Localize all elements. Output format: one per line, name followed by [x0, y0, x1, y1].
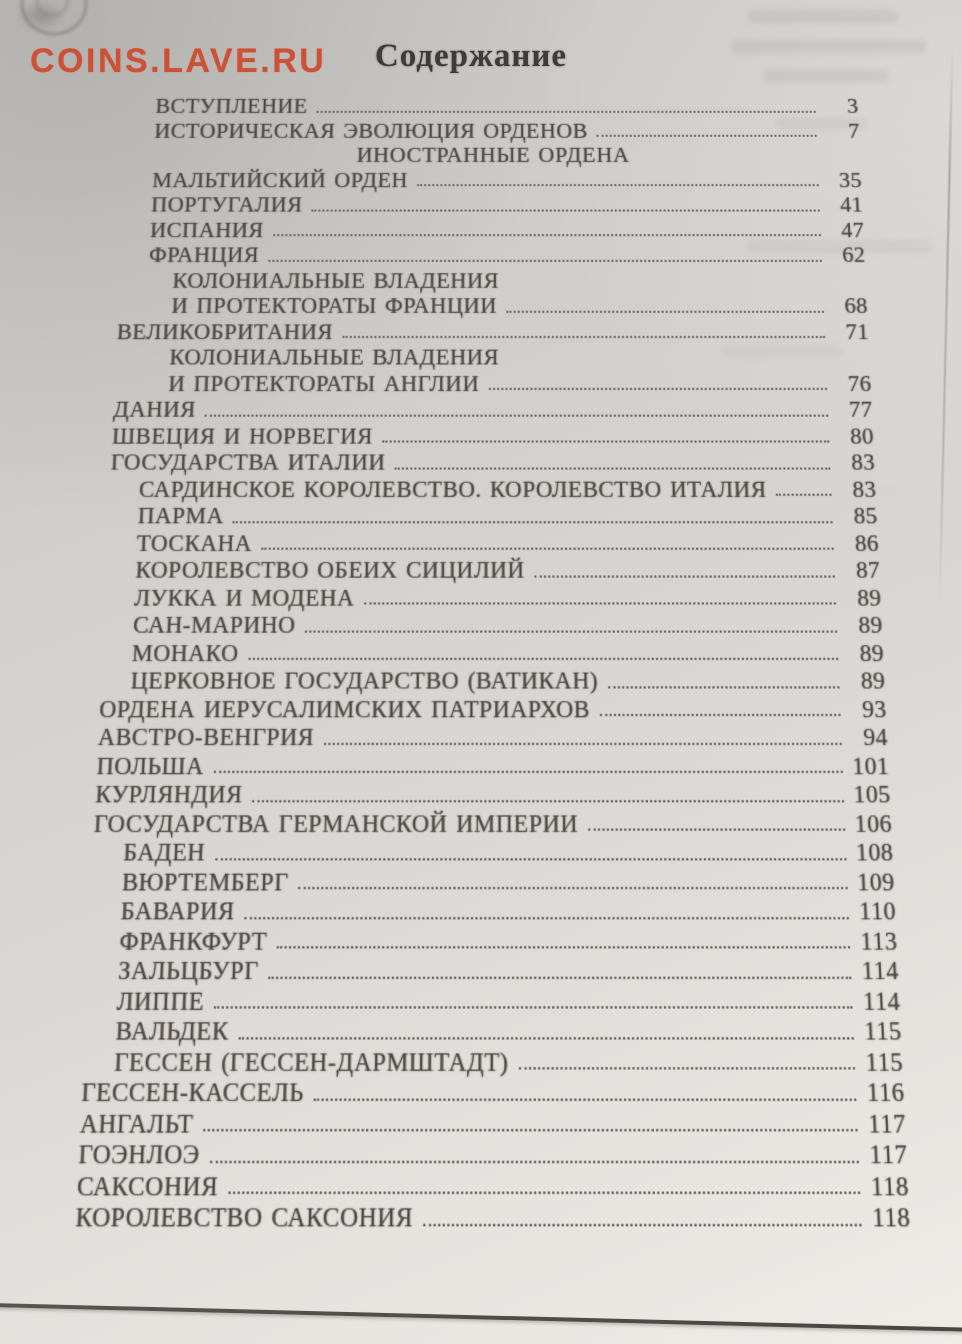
- toc-entry: [101, 639, 884, 667]
- toc-entry-line: [76, 1170, 909, 1202]
- toc-entry: [84, 1016, 903, 1046]
- page-number: 118: [871, 1200, 912, 1233]
- toc-entry: [116, 319, 869, 345]
- page-number: 89: [858, 637, 885, 667]
- toc-entry-label: ГОСУДАРСТВА ИТАЛИИ: [110, 447, 386, 476]
- toc-entry-label: АНГАЛЬТ: [79, 1106, 194, 1139]
- page-number: 108: [855, 836, 895, 867]
- page-number: 76: [847, 369, 873, 396]
- toc-entry-label: САКСОНИЯ: [76, 1169, 219, 1202]
- toc-entry-line: [75, 1202, 911, 1234]
- toc-entry: [113, 396, 874, 422]
- toc-entry-line: [130, 667, 886, 695]
- toc-entry-label: ВСТУПЛЕНИЕ: [154, 93, 308, 118]
- toc-entry-line: [171, 293, 868, 319]
- page-number: 89: [860, 665, 886, 695]
- toc-entry: [89, 896, 897, 926]
- page-number: 86: [854, 528, 880, 556]
- dot-leader: [311, 209, 819, 211]
- toc-entry: [105, 557, 881, 584]
- toc-entry: [97, 723, 888, 751]
- bleed-through-artifact: [748, 10, 898, 23]
- toc-entry: [79, 1108, 906, 1139]
- dot-leader: [261, 548, 833, 550]
- toc-entry-line: [97, 723, 888, 751]
- dot-leader: [342, 336, 825, 338]
- dot-leader: [324, 742, 842, 744]
- toc-entry-label: ГОЭНЛОЭ: [77, 1137, 201, 1170]
- table-of-contents: [75, 94, 911, 1234]
- toc-entry: [96, 751, 890, 780]
- section-heading: ИНОСТРАННЫЕ ОРДЕНА: [356, 141, 630, 167]
- toc-entry-label: ФРАНЦИЯ: [148, 241, 260, 268]
- page-number: 115: [864, 1045, 904, 1077]
- dot-leader: [277, 946, 850, 948]
- toc-entry-label: КОЛОНИАЛЬНЫЕ ВЛАДЕНИЯ: [168, 343, 500, 370]
- toc-entry-line: [113, 396, 874, 422]
- toc-entry-label: ЛИППЕ: [116, 984, 205, 1016]
- toc-entry: [122, 192, 863, 217]
- toc-entry-line: [168, 370, 872, 396]
- dot-leader: [314, 1098, 857, 1101]
- toc-entry: [104, 584, 882, 611]
- toc-entry-line: [99, 695, 888, 723]
- page-number: 47: [840, 216, 865, 242]
- toc-entry-label: ГОСУДАРСТВА ГЕРМАНСКОЙ ИМПЕРИИ: [93, 807, 579, 838]
- toc-entry: [127, 94, 859, 118]
- toc-entry-line: [93, 809, 892, 838]
- toc-entry-label: ЗАЛЬЦБУРГ: [117, 954, 260, 986]
- toc-entry: [118, 268, 869, 319]
- page-number: 118: [870, 1169, 910, 1202]
- page-number: 89: [857, 610, 884, 639]
- page-number: 117: [867, 1106, 907, 1139]
- page-number: 94: [862, 721, 889, 751]
- toc-entry: [123, 167, 862, 192]
- toc-entry: [109, 476, 877, 503]
- dot-leader: [382, 440, 829, 442]
- dot-leader: [252, 799, 844, 801]
- dot-leader: [316, 110, 815, 112]
- dot-leader: [269, 976, 852, 978]
- dot-leader: [364, 602, 836, 604]
- toc-entry-line: [131, 639, 884, 667]
- toc-entry-label-continuation: И ПРОТЕКТОРАТЫ АНГЛИИ: [167, 369, 480, 396]
- toc-entry-line: [149, 242, 867, 267]
- toc-entry: [120, 242, 866, 267]
- toc-entry: [81, 1077, 906, 1108]
- dot-leader: [213, 771, 843, 773]
- toc-entry-line: [79, 1108, 906, 1139]
- toc-entry-line: [121, 867, 895, 896]
- toc-entry-label: ДАНИЯ: [112, 395, 197, 423]
- dot-leader: [489, 388, 828, 390]
- dot-leader: [203, 1129, 857, 1132]
- page-title: Содержание: [374, 38, 568, 74]
- toc-entry-line: [115, 1016, 902, 1046]
- toc-entry-line: [81, 1077, 906, 1108]
- toc-entry-line: [114, 1046, 904, 1077]
- toc-entry-line: [136, 529, 879, 556]
- toc-entry-label: ЛУККА И МОДЕНА: [133, 582, 355, 611]
- toc-entry-line: [95, 780, 892, 809]
- toc-entry: [75, 1202, 911, 1234]
- page-number: 83: [851, 474, 878, 502]
- toc-entry-label: ШВЕЦИЯ И НОРВЕГИЯ: [111, 421, 374, 449]
- page-number: 83: [850, 447, 876, 476]
- toc-entry-label: АВСТРО-ВЕНГРИЯ: [97, 721, 315, 751]
- page-number: 114: [861, 954, 900, 986]
- page-number: 114: [862, 984, 901, 1016]
- toc-entry-line: [116, 986, 901, 1016]
- toc-entry-line: [155, 94, 859, 118]
- toc-entry-line: [137, 502, 878, 529]
- page-number: 106: [853, 807, 893, 838]
- toc-entry-label: ЦЕРКОВНОЕ ГОСУДАРСТВО (ВАТИКАН): [130, 665, 599, 695]
- toc-entry: [110, 449, 876, 476]
- page-number: 7: [847, 117, 861, 143]
- toc-entry-line: [116, 319, 869, 345]
- toc-entry-line: [151, 192, 864, 217]
- page-number: 3: [846, 93, 860, 118]
- toc-entry: [82, 1046, 904, 1077]
- page-number: 105: [852, 778, 892, 809]
- dot-leader: [239, 1037, 854, 1039]
- toc-entry-label: ГЕССЕН-КАССЕЛЬ: [80, 1075, 305, 1108]
- dot-leader: [506, 310, 824, 312]
- dot-leader: [608, 686, 840, 688]
- dot-leader: [244, 916, 849, 918]
- toc-entry-label: ПОРТУГАЛИЯ: [150, 191, 303, 217]
- toc-entry-label: МОНАКО: [131, 637, 240, 667]
- toc-entry: [85, 986, 901, 1016]
- toc-entry-label: БАВАРИЯ: [120, 895, 236, 926]
- toc-entry-line: [118, 956, 900, 986]
- lens-reflection-artifact: [20, 0, 88, 36]
- toc-entry: [100, 667, 886, 695]
- toc-entry-line: [110, 449, 876, 476]
- toc-entry-label: ВАЛЬДЕК: [115, 1014, 230, 1046]
- toc-entry-label: ВЕЛИКОБРИТАНИЯ: [116, 317, 334, 344]
- toc-entry-label: БАДЕН: [122, 836, 206, 867]
- toc-entry-line: [111, 423, 874, 449]
- dot-leader: [298, 887, 847, 889]
- dot-leader: [519, 1067, 856, 1070]
- toc-entry: [108, 502, 879, 529]
- page-number: 115: [863, 1014, 903, 1046]
- dot-leader: [597, 135, 817, 137]
- toc-entry: [114, 344, 872, 396]
- page-number: 80: [849, 421, 875, 449]
- toc-entry-label-continuation: И ПРОТЕКТОРАТЫ ФРАНЦИИ: [171, 291, 497, 319]
- toc-entry-label: КОЛОНИАЛЬНЫЕ ВЛАДЕНИЯ: [172, 266, 500, 293]
- dot-leader: [233, 521, 833, 523]
- page-number: 85: [852, 501, 879, 529]
- dot-leader: [268, 259, 822, 261]
- toc-entry-line: [119, 926, 898, 956]
- toc-entry: [76, 1170, 909, 1202]
- dot-leader: [210, 1160, 859, 1163]
- toc-entry-label: МАЛЬТИЙСКИЙ ОРДЕН: [151, 166, 409, 192]
- page-number: 117: [868, 1137, 909, 1170]
- toc-entry-label: КУРЛЯНДИЯ: [94, 778, 243, 809]
- toc-entry-line: [96, 751, 890, 780]
- bottom-rule: [0, 1303, 962, 1331]
- toc-entry-label: ИСТОРИЧЕСКАЯ ЭВОЛЮЦИЯ ОРДЕНОВ: [153, 117, 588, 143]
- toc-entry-line: [133, 611, 884, 639]
- toc-entry-label: ГЕССЕН (ГЕССЕН-ДАРМШТАДТ): [113, 1045, 509, 1077]
- toc-entry-label: ИСПАНИЯ: [149, 216, 265, 242]
- toc-entry: [106, 529, 879, 556]
- toc-entry-label: САН-МАРИНО: [132, 610, 296, 639]
- page-number: 35: [838, 166, 863, 192]
- dot-leader: [600, 714, 841, 716]
- toc-entry: [93, 809, 892, 838]
- page-number: 110: [858, 895, 897, 926]
- toc-entry: [78, 1139, 908, 1170]
- toc-entry-label: САРДИНСКОЕ КОРОЛЕВСТВО. КОРОЛЕВСТВО ИТАЛИЯ: [138, 474, 767, 502]
- page-number: 116: [866, 1075, 906, 1108]
- dot-leader: [228, 1192, 860, 1195]
- toc-entry-line: [154, 118, 860, 142]
- dot-leader: [588, 828, 845, 830]
- toc-entry-line: [138, 476, 877, 503]
- page-number: 109: [856, 865, 896, 896]
- page-number: 77: [848, 395, 874, 423]
- toc-entry-line: [123, 838, 894, 867]
- dot-leader: [423, 1223, 861, 1226]
- page-number: 71: [844, 317, 870, 344]
- page-edge-line: [939, 48, 954, 608]
- toc-entry-line: [120, 896, 897, 926]
- dot-leader: [205, 414, 828, 416]
- toc-entry-line: [150, 217, 865, 242]
- page-number: 89: [856, 582, 883, 611]
- toc-entry: [121, 217, 865, 242]
- toc-entry-label: ФРАНКФУРТ: [118, 924, 268, 956]
- toc-entry-label: ПАРМА: [137, 501, 225, 529]
- page-number: 87: [855, 555, 881, 584]
- page-number: 113: [859, 924, 899, 956]
- dot-leader: [305, 630, 837, 632]
- toc-entry-label: ОРДЕНА ИЕРУСАЛИМСКИХ ПАТРИАРХОВ: [98, 693, 591, 723]
- toc-entry: [103, 611, 884, 639]
- page-number: 62: [841, 241, 867, 268]
- dot-leader: [417, 184, 819, 186]
- toc-entry: [91, 867, 896, 896]
- toc-entry: [92, 838, 894, 867]
- toc-entry-label: ПОЛЬША: [96, 750, 205, 780]
- dot-leader: [248, 658, 838, 660]
- toc-entry: [99, 695, 888, 723]
- page-number: 68: [843, 291, 869, 319]
- toc-entry-label: КОРОЛЕВСТВО САКСОНИЯ: [74, 1200, 414, 1233]
- toc-entry: [88, 926, 898, 956]
- toc-entry-label: ВЮРТЕМБЕРГ: [121, 865, 289, 896]
- dot-leader: [214, 1006, 853, 1008]
- dot-leader: [215, 858, 847, 860]
- dot-leader: [273, 234, 821, 236]
- toc-entry-line: [152, 167, 863, 192]
- watermark: COINS.LAVE.RU: [30, 42, 327, 80]
- page-number: 93: [861, 693, 888, 723]
- toc-entry-label: ТОСКАНА: [136, 528, 253, 556]
- dot-leader: [776, 494, 831, 496]
- toc-entry-line: [78, 1139, 908, 1170]
- dot-leader: [534, 575, 835, 577]
- toc-entry: [126, 118, 861, 142]
- toc-entry: [86, 956, 899, 986]
- toc-entry: [111, 423, 874, 449]
- toc-entry-line: [135, 557, 881, 584]
- toc-entry-line: [134, 584, 882, 611]
- toc-entry: [95, 780, 892, 809]
- dot-leader: [395, 467, 831, 469]
- page-number: 41: [839, 191, 864, 217]
- toc-entry-label: КОРОЛЕВСТВО ОБЕИХ СИЦИЛИЙ: [134, 555, 525, 584]
- page-number: 101: [851, 750, 890, 780]
